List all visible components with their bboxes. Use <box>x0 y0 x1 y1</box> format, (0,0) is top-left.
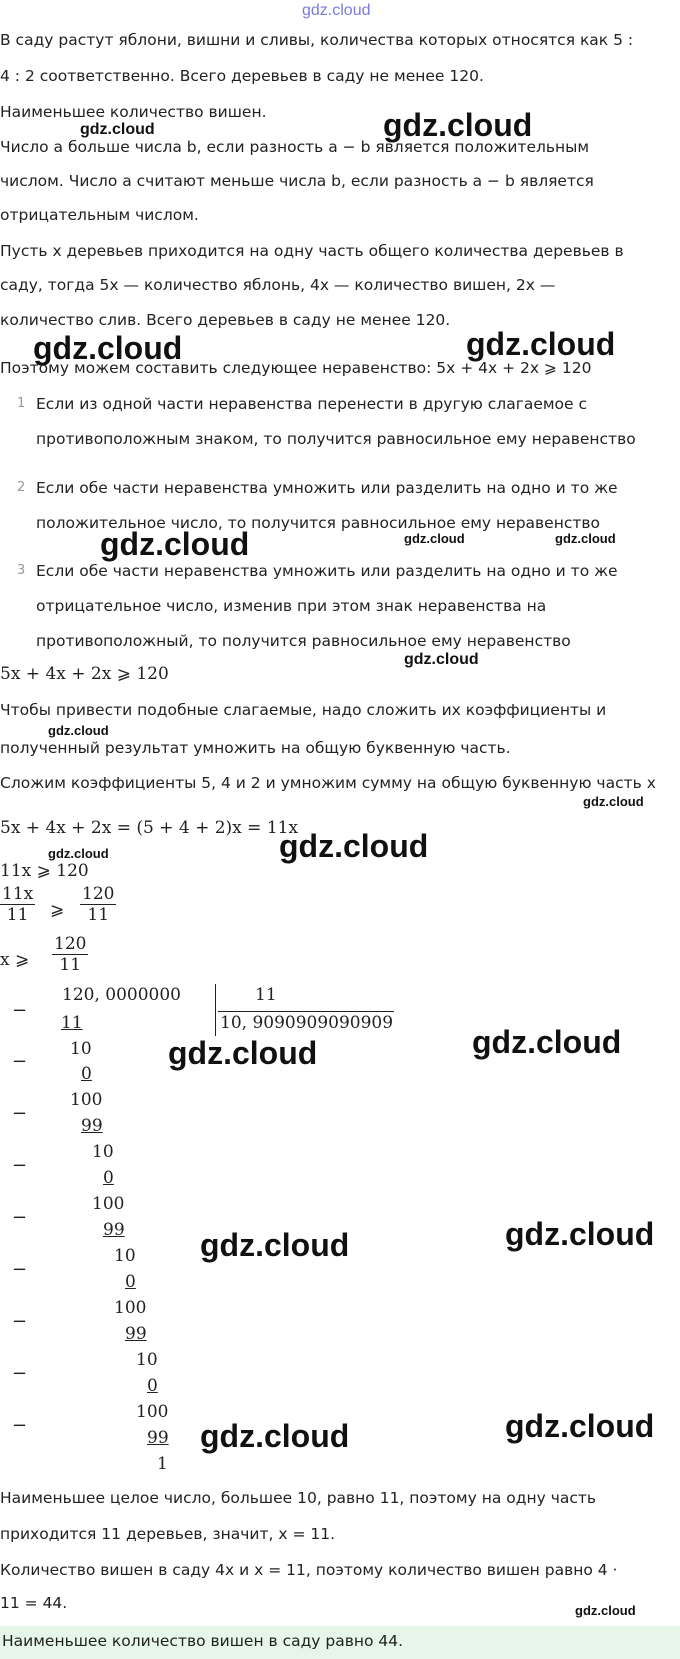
rule-1-line-2: противоположным знаком, то получится равносильное ему неравенство <box>36 430 636 448</box>
numerator: 11x <box>2 884 34 904</box>
subtrahend: 99 <box>81 1116 103 1136</box>
watermark: gdz.cloud <box>472 1024 622 1060</box>
inequality-sign: ⩾ <box>50 900 65 920</box>
remainder: 100 <box>70 1090 103 1110</box>
watermark: gdz.cloud <box>466 326 616 362</box>
count-line-2: 11 = 44. <box>0 1594 68 1612</box>
subtrahend: 0 <box>125 1272 136 1292</box>
watermark: gdz.cloud <box>505 1216 655 1252</box>
fraction-result <box>52 934 88 975</box>
problem-line-2: 4 : 2 соответственно. Всего деревьев в саду не менее 120. <box>0 67 484 85</box>
remainder: 100 <box>114 1298 147 1318</box>
dividend: 120, 0000000 <box>62 985 181 1005</box>
inequality-intro: Поэтому можем составить следующее неравенство: 5x + 4x + 2x ⩾ 120 <box>0 359 592 377</box>
remainder: 10 <box>136 1350 158 1370</box>
watermark: gdz.cloud <box>200 1227 350 1263</box>
subtrahend: 99 <box>125 1324 147 1344</box>
answer-text: Наименьшее количество вишен в саду равно 44. <box>2 1632 404 1650</box>
setup-line-2: саду, тогда 5x — количество яблонь, 4x — количество вишен, 2x — <box>0 276 556 294</box>
denominator: 11 <box>6 905 29 925</box>
denominator: 11 <box>87 905 110 925</box>
subtrahend: 99 <box>103 1220 125 1240</box>
subtrahend: 0 <box>103 1168 114 1188</box>
division-bracket-horizontal <box>218 1011 394 1012</box>
rule-number: 2 <box>17 480 26 495</box>
equation-1: 5x + 4x + 2x ⩾ 120 <box>0 664 169 684</box>
divisor: 11 <box>255 985 277 1005</box>
watermark: gdz.cloud <box>404 651 479 668</box>
division-bracket-vertical <box>215 984 216 1036</box>
quotient: 10, 9090909090909 <box>220 1013 394 1033</box>
watermark: gdz.cloud <box>200 1418 350 1454</box>
conclusion-line-2: приходится 11 деревьев, значит, x = 11. <box>0 1525 336 1543</box>
minus-sign: − <box>12 1259 28 1280</box>
numerator: 120 <box>82 884 115 904</box>
watermark: gdz.cloud <box>33 330 183 366</box>
rule-3-line-1: Если обе части неравенства умножить или разделить на одно и то же <box>36 562 618 580</box>
question-text: Наименьшее количество вишен. <box>0 103 267 121</box>
remainder: 100 <box>92 1194 125 1214</box>
watermark: gdz.cloud <box>100 526 250 562</box>
watermark: gdz.cloud <box>279 828 429 864</box>
definition-line-3: отрицательным числом. <box>0 206 199 224</box>
minus-sign: − <box>12 1155 28 1176</box>
subtrahend: 0 <box>147 1376 158 1396</box>
minus-sign: − <box>12 1207 28 1228</box>
watermark: gdz.cloud <box>48 846 109 861</box>
watermark: gdz.cloud <box>383 107 533 143</box>
minus-sign: − <box>12 1415 28 1436</box>
rule-number: 1 <box>17 396 26 411</box>
remainder: 100 <box>136 1402 169 1422</box>
count-line-1: Количество вишен в саду 4x и x = 11, поэтому количество вишен равно 4 · <box>0 1561 618 1579</box>
equation-3: 11x ⩾ 120 <box>0 861 89 881</box>
remainder: 10 <box>114 1246 136 1266</box>
subtrahend: 0 <box>81 1064 92 1084</box>
watermark: gdz.cloud <box>80 121 155 138</box>
minus-sign: − <box>12 1363 28 1384</box>
definition-line-1: Число a больше числа b, если разность a − b является положительным <box>0 138 590 156</box>
fraction-right <box>80 884 116 925</box>
rule-3-line-2: отрицательное число, изменив при этом знак неравенства на <box>36 597 547 615</box>
equation-2: 5x + 4x + 2x = (5 + 4 + 2)x = 11x <box>0 818 299 838</box>
equation-5-lhs: x ⩾ <box>0 950 30 970</box>
conclusion-line-1: Наименьшее целое число, большее 10, равно 11, поэтому на одну часть <box>0 1489 597 1507</box>
subtrahend: 11 <box>61 1013 83 1033</box>
problem-line-1: В саду растут яблони, вишни и сливы, количества которых относятся как 5 : <box>0 31 634 49</box>
remainder: 1 <box>157 1454 168 1474</box>
denominator: 11 <box>59 955 82 975</box>
minus-sign: − <box>12 1311 28 1332</box>
rule-2-line-1: Если обе части неравенства умножить или разделить на одно и то же <box>36 479 618 497</box>
fraction-left <box>0 884 35 925</box>
watermark: gdz.cloud <box>555 531 616 546</box>
rule-3-line-3: противоположный, то получится равносильное ему неравенство <box>36 632 571 650</box>
definition-line-2: числом. Число a считают меньше числа b, если разность a − b является <box>0 172 594 190</box>
watermark: gdz.cloud <box>48 723 109 738</box>
numerator: 120 <box>54 934 87 954</box>
setup-line-3: количество слив. Всего деревьев в саду не менее 120. <box>0 311 451 329</box>
watermark: gdz.cloud <box>505 1408 655 1444</box>
minus-sign: − <box>12 1051 28 1072</box>
watermark: gdz.cloud <box>575 1603 636 1618</box>
subtrahend: 99 <box>147 1428 169 1448</box>
watermark: gdz.cloud <box>583 794 644 809</box>
rule-1-line-1: Если из одной части неравенства перенести в другую слагаемое с <box>36 395 588 413</box>
remainder: 10 <box>92 1142 114 1162</box>
answer-box <box>0 1626 680 1659</box>
header-watermark: gdz.cloud <box>302 2 371 19</box>
remainder: 10 <box>70 1039 92 1059</box>
combine-step: Сложим коэффициенты 5, 4 и 2 и умножим сумму на общую буквенную часть x <box>0 774 656 792</box>
setup-line-1: Пусть x деревьев приходится на одну часть общего количества деревьев в <box>0 242 624 260</box>
rule-2-line-2: положительное число, то получится равносильное ему неравенство <box>36 514 601 532</box>
minus-sign: − <box>12 1103 28 1124</box>
rule-number: 3 <box>17 563 26 578</box>
minus-sign: − <box>12 1000 28 1021</box>
watermark: gdz.cloud <box>168 1035 318 1071</box>
watermark: gdz.cloud <box>404 531 465 546</box>
combine-rule-line-2: полученный результат умножить на общую буквенную часть. <box>0 739 511 757</box>
combine-rule-line-1: Чтобы привести подобные слагаемые, надо сложить их коэффициенты и <box>0 701 607 719</box>
